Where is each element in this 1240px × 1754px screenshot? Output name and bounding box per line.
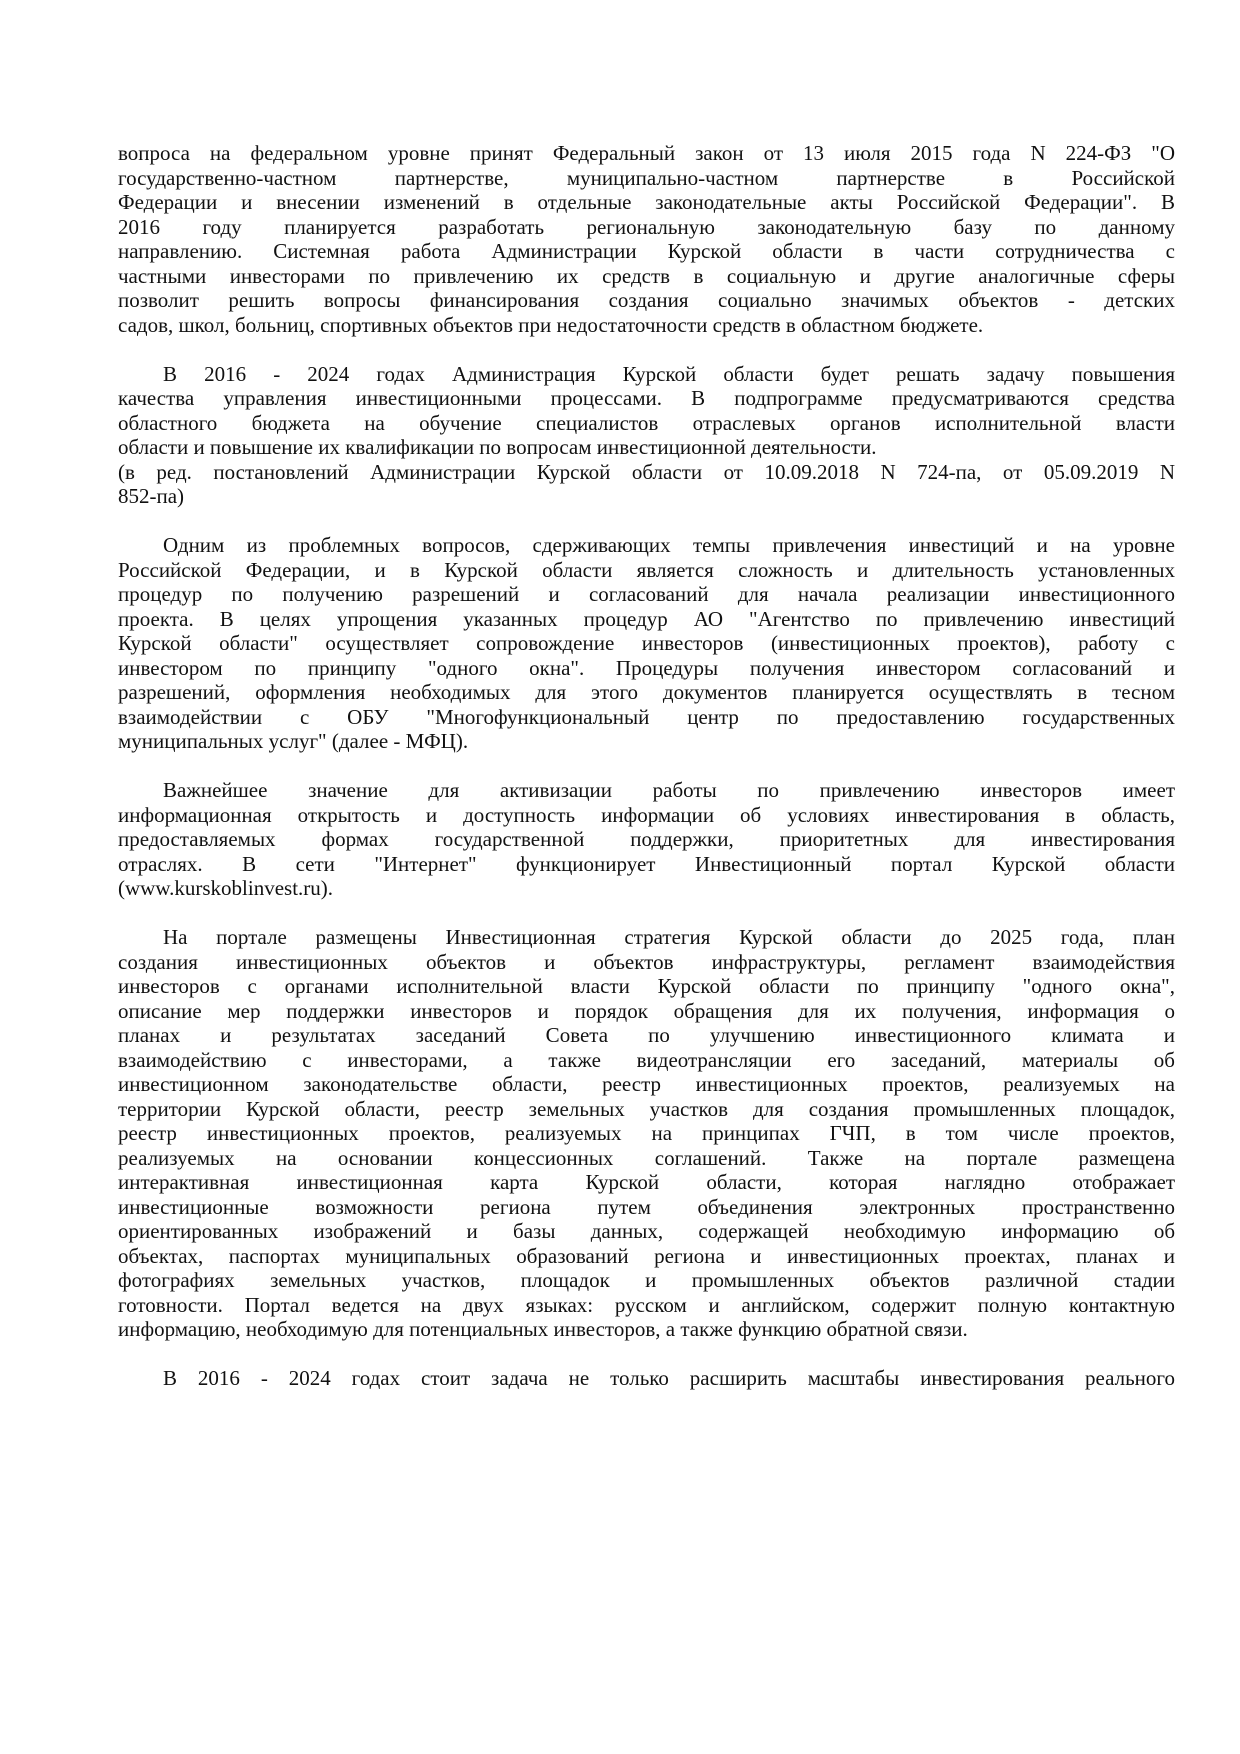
text-line: частными инвесторами по привлечению их средств в социальную и другие аналогичные сферы <box>118 263 1175 288</box>
text-line: реализуемых на основании концессионных соглашений. Также на портале размещена <box>118 1145 1175 1170</box>
text-line: создания инвестиционных объектов и объектов инфраструктуры, регламент взаимодействия <box>118 949 1175 974</box>
text-line: вопроса на федеральном уровне принят Федеральный закон от 13 июля 2015 года N 224-ФЗ "О <box>118 141 1175 165</box>
document-page <box>118 141 1175 1391</box>
text-line: позволит решить вопросы финансирования создания социально значимых объектов - детских <box>118 288 1175 312</box>
text-line: муниципальных услуг" (далее - МФЦ). <box>118 729 469 753</box>
paragraph <box>118 778 1175 901</box>
text-line: интерактивная инвестиционная карта Курской области, которая наглядно отображает <box>118 1170 1175 1194</box>
paragraph <box>118 1366 1175 1391</box>
text-line: (www.kurskoblinvest.ru). <box>118 876 334 900</box>
text-line: информацию, необходимую для потенциальных инвесторов, а также функцию обратной связи. <box>118 1317 968 1341</box>
text-line: объектах, паспортах муниципальных образований региона и инвестиционных проектах, планах и <box>118 1243 1175 1268</box>
text-line: Важнейшее значение для активизации работы по привлечению инвесторов имеет <box>163 778 1175 802</box>
text-line: направлению. Системная работа Администрации Курской области в части сотрудничества с <box>118 239 1175 263</box>
text-line: реестр инвестиционных проектов, реализуемых на принципах ГЧП, в том числе проектов, <box>118 1121 1175 1145</box>
text-line: процедур по получению разрешений и согласований для начала реализации инвестиционного <box>118 582 1175 606</box>
text-line: области и повышение их квалификации по вопросам инвестиционной деятельности. <box>118 435 877 459</box>
paragraph <box>118 533 1175 754</box>
text-line: отраслях. В сети "Интернет" функционирует Инвестиционный портал Курской области <box>118 851 1175 876</box>
text-line: В 2016 - 2024 годах стоит задача не только расширить масштабы инвестирования реального <box>163 1366 1175 1390</box>
text-line: фотографиях земельных участков, площадок и промышленных объектов различной стадии <box>118 1268 1175 1292</box>
text-line: территории Курской области, реестр земельных участков для создания промышленных площадок, <box>118 1096 1175 1121</box>
text-line: инвестиционном законодательстве области, реестр инвестиционных проектов, реализуемых на <box>118 1072 1175 1096</box>
text-line: В 2016 - 2024 годах Администрация Курской области будет решать задачу повышения <box>163 361 1175 386</box>
text-line: Федерации и внесении изменений в отдельные законодательные акты Российской Федерации". В <box>118 190 1175 214</box>
text-line: Российской Федерации, и в Курской области является сложность и длительность установленных <box>118 557 1175 582</box>
text-line: На портале размещены Инвестиционная стратегия Курской области до 2025 года, план <box>163 925 1175 949</box>
text-line: (в ред. постановлений Администрации Курской области от 10.09.2018 N 724-па, от 05.09.2019 N <box>118 459 1175 484</box>
text-line: областного бюджета на обучение специалистов отраслевых органов исполнительной власти <box>118 410 1175 435</box>
text-line: планах и результатах заседаний Совета по улучшению инвестиционного климата и <box>118 1023 1175 1047</box>
text-line: предоставляемых формах государственной поддержки, приоритетных для инвестирования <box>118 827 1175 851</box>
text-line: готовности. Портал ведется на двух языках: русском и английском, содержит полную контактную <box>118 1292 1175 1317</box>
text-line: описание мер поддержки инвесторов и порядок обращения для их получения, информация о <box>118 998 1175 1023</box>
text-line: 852-па) <box>118 484 185 508</box>
paragraph <box>118 362 1175 460</box>
text-line: инвестором по принципу "одного окна". Процедуры получения инвестором согласований и <box>118 655 1175 680</box>
text-line: садов, школ, больниц, спортивных объектов при недостаточности средств в областном бюджете. <box>118 312 984 337</box>
text-line: Одним из проблемных вопросов, сдерживающих темпы привлечения инвестиций и на уровне <box>163 533 1175 557</box>
text-line: взаимодействии с ОБУ "Многофункциональный центр по предоставлению государственных <box>118 704 1175 729</box>
paragraph <box>118 141 1175 337</box>
text-line: взаимодействию с инвесторами, а также видеотрансляции его заседаний, материалы об <box>118 1047 1175 1072</box>
text-line: информационная открытость и доступность информации об условиях инвестирования в область, <box>118 802 1175 827</box>
paragraph <box>118 925 1175 1342</box>
paragraph <box>118 460 1175 509</box>
text-line: инвестиционные возможности региона путем объединения электронных пространственно <box>118 1194 1175 1219</box>
text-line: 2016 году планируется разработать региональную законодательную базу по данному <box>118 214 1175 239</box>
text-line: качества управления инвестиционными процессами. В подпрограмме предусматриваются средства <box>118 386 1175 410</box>
text-line: ориентированных изображений и базы данных, содержащей необходимую информацию об <box>118 1219 1175 1243</box>
text-line: инвесторов с органами исполнительной власти Курской области по принципу "одного окна", <box>118 974 1175 998</box>
text-line: государственно-частном партнерстве, муниципально-частном партнерстве в Российской <box>118 165 1175 190</box>
text-line: Курской области" осуществляет сопровождение инвесторов (инвестиционных проектов), работу с <box>118 631 1175 655</box>
text-line: проекта. В целях упрощения указанных процедур АО "Агентство по привлечению инвестиций <box>118 606 1175 631</box>
text-line: разрешений, оформления необходимых для этого документов планируется осуществлять в тесном <box>118 680 1175 704</box>
